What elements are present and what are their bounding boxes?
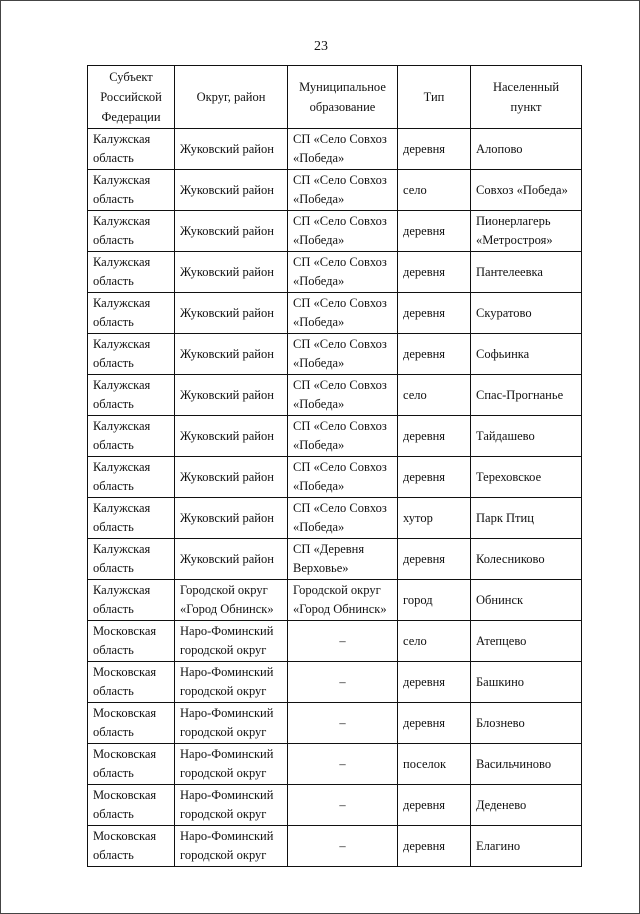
- table-row: [88, 662, 582, 703]
- cell-type: село: [398, 621, 471, 662]
- table-row: [88, 580, 582, 621]
- cell-municipality: –: [288, 744, 398, 785]
- cell-municipality: –: [288, 785, 398, 826]
- cell-district: Жуковский район: [175, 457, 288, 498]
- cell-type: поселок: [398, 744, 471, 785]
- cell-subject: Калужская область: [88, 252, 175, 293]
- cell-district: Наро-Фоминский городской округ: [175, 703, 288, 744]
- cell-district: Жуковский район: [175, 375, 288, 416]
- cell-type: деревня: [398, 293, 471, 334]
- cell-type: село: [398, 375, 471, 416]
- cell-settlement: Колесниково: [471, 539, 582, 580]
- cell-district: Жуковский район: [175, 416, 288, 457]
- cell-subject: Московская область: [88, 826, 175, 867]
- cell-settlement: Атепцево: [471, 621, 582, 662]
- cell-district: Жуковский район: [175, 129, 288, 170]
- cell-settlement: Башкино: [471, 662, 582, 703]
- cell-subject: Московская область: [88, 621, 175, 662]
- table-row: [88, 252, 582, 293]
- cell-subject: Калужская область: [88, 170, 175, 211]
- table-row: [88, 416, 582, 457]
- cell-municipality: СП «Село Совхоз «Победа»: [288, 334, 398, 375]
- cell-municipality: –: [288, 826, 398, 867]
- cell-settlement: Софьинка: [471, 334, 582, 375]
- cell-type: село: [398, 170, 471, 211]
- cell-settlement: Спас-Прогнанье: [471, 375, 582, 416]
- cell-municipality: СП «Село Совхоз «Победа»: [288, 211, 398, 252]
- cell-district: Жуковский район: [175, 293, 288, 334]
- cell-municipality: –: [288, 703, 398, 744]
- cell-settlement: Скуратово: [471, 293, 582, 334]
- header-settlement: Населенный пункт: [471, 66, 582, 129]
- table-row: [88, 457, 582, 498]
- cell-district: Жуковский район: [175, 211, 288, 252]
- cell-type: деревня: [398, 785, 471, 826]
- cell-municipality: СП «Село Совхоз «Победа»: [288, 170, 398, 211]
- cell-municipality: –: [288, 621, 398, 662]
- cell-subject: Калужская область: [88, 129, 175, 170]
- header-municipality: Муниципальное образование: [288, 66, 398, 129]
- cell-type: деревня: [398, 826, 471, 867]
- cell-type: деревня: [398, 252, 471, 293]
- cell-settlement: Парк Птиц: [471, 498, 582, 539]
- table-row: [88, 293, 582, 334]
- cell-subject: Калужская область: [88, 580, 175, 621]
- cell-subject: Калужская область: [88, 498, 175, 539]
- cell-settlement: Тайдашево: [471, 416, 582, 457]
- cell-district: Городской округ «Город Обнинск»: [175, 580, 288, 621]
- cell-municipality: СП «Село Совхоз «Победа»: [288, 457, 398, 498]
- cell-type: деревня: [398, 129, 471, 170]
- header-district: Округ, район: [175, 66, 288, 129]
- cell-type: деревня: [398, 211, 471, 252]
- cell-settlement: Пионерлагерь «Метростроя»: [471, 211, 582, 252]
- table-header-row: [88, 66, 582, 129]
- cell-subject: Московская область: [88, 785, 175, 826]
- cell-type: деревня: [398, 457, 471, 498]
- cell-type: деревня: [398, 539, 471, 580]
- cell-type: город: [398, 580, 471, 621]
- table-row: [88, 498, 582, 539]
- cell-district: Наро-Фоминский городской округ: [175, 621, 288, 662]
- header-type: Тип: [398, 66, 471, 129]
- table-row: [88, 170, 582, 211]
- cell-settlement: Алопово: [471, 129, 582, 170]
- cell-subject: Московская область: [88, 744, 175, 785]
- cell-settlement: Пантелеевка: [471, 252, 582, 293]
- cell-district: Жуковский район: [175, 498, 288, 539]
- table-row: [88, 129, 582, 170]
- table-row: [88, 375, 582, 416]
- cell-subject: Калужская область: [88, 457, 175, 498]
- table-row: [88, 744, 582, 785]
- cell-district: Жуковский район: [175, 539, 288, 580]
- cell-settlement: Совхоз «Победа»: [471, 170, 582, 211]
- cell-type: деревня: [398, 334, 471, 375]
- table-row: [88, 621, 582, 662]
- cell-subject: Московская область: [88, 662, 175, 703]
- cell-type: деревня: [398, 703, 471, 744]
- cell-type: деревня: [398, 662, 471, 703]
- cell-settlement: Елагино: [471, 826, 582, 867]
- cell-district: Наро-Фоминский городской округ: [175, 785, 288, 826]
- table-row: [88, 785, 582, 826]
- cell-district: Жуковский район: [175, 170, 288, 211]
- cell-municipality: СП «Село Совхоз «Победа»: [288, 375, 398, 416]
- header-subject: Субъект Российской Федерации: [88, 66, 175, 129]
- cell-district: Наро-Фоминский городской округ: [175, 662, 288, 703]
- table-row: [88, 211, 582, 252]
- cell-subject: Калужская область: [88, 334, 175, 375]
- cell-district: Наро-Фоминский городской округ: [175, 744, 288, 785]
- cell-subject: Калужская область: [88, 211, 175, 252]
- cell-municipality: СП «Село Совхоз «Победа»: [288, 129, 398, 170]
- cell-municipality: СП «Деревня Верховье»: [288, 539, 398, 580]
- cell-municipality: СП «Село Совхоз «Победа»: [288, 293, 398, 334]
- cell-municipality: СП «Село Совхоз «Победа»: [288, 416, 398, 457]
- settlements-table: [87, 65, 582, 867]
- cell-subject: Московская область: [88, 703, 175, 744]
- cell-type: деревня: [398, 416, 471, 457]
- cell-municipality: –: [288, 662, 398, 703]
- table-row: [88, 334, 582, 375]
- table-row: [88, 703, 582, 744]
- cell-settlement: Деденево: [471, 785, 582, 826]
- cell-municipality: СП «Село Совхоз «Победа»: [288, 252, 398, 293]
- cell-subject: Калужская область: [88, 375, 175, 416]
- cell-type: хутор: [398, 498, 471, 539]
- cell-subject: Калужская область: [88, 539, 175, 580]
- table-body: [88, 129, 582, 867]
- cell-subject: Калужская область: [88, 293, 175, 334]
- cell-settlement: Тереховское: [471, 457, 582, 498]
- cell-district: Жуковский район: [175, 252, 288, 293]
- table-row: [88, 826, 582, 867]
- cell-municipality: Городской округ «Город Обнинск»: [288, 580, 398, 621]
- table-row: [88, 539, 582, 580]
- cell-settlement: Обнинск: [471, 580, 582, 621]
- cell-settlement: Васильчиново: [471, 744, 582, 785]
- cell-district: Жуковский район: [175, 334, 288, 375]
- cell-subject: Калужская область: [88, 416, 175, 457]
- page-number: 23: [314, 39, 328, 54]
- cell-settlement: Блознево: [471, 703, 582, 744]
- cell-municipality: СП «Село Совхоз «Победа»: [288, 498, 398, 539]
- cell-district: Наро-Фоминский городской округ: [175, 826, 288, 867]
